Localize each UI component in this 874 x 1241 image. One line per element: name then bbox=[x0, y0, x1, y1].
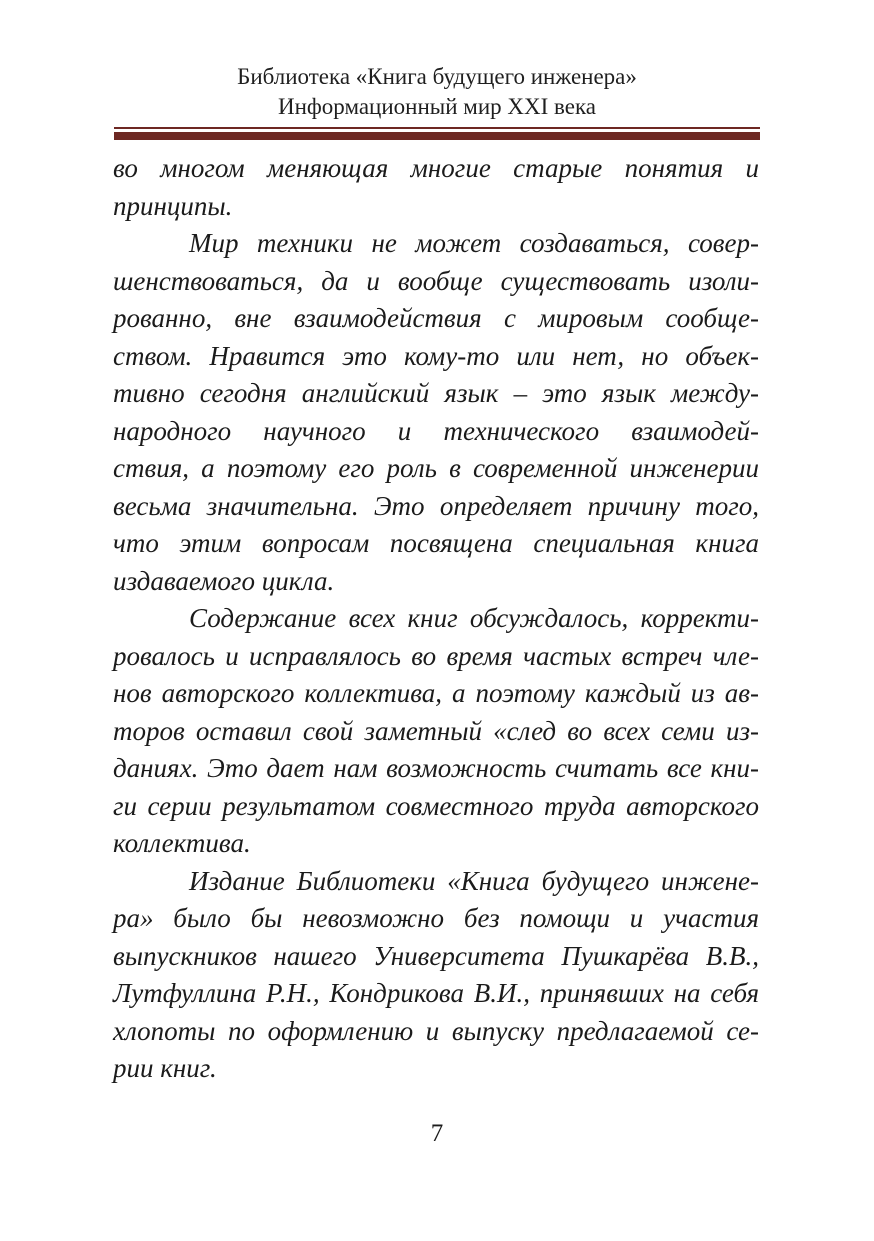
text-line: коллектива. bbox=[113, 828, 251, 858]
page-number: 7 bbox=[430, 1120, 444, 1147]
text-line: даниях. Это дает нам возможность считать все кни- bbox=[113, 753, 759, 783]
text-line: тивно сегодня английский язык – это язык между- bbox=[113, 378, 759, 408]
text-line: рии книг. bbox=[113, 1053, 217, 1083]
volume-title: Информационный мир XXI века bbox=[277, 94, 597, 119]
text-line: торов оставил свой заметный «след во всех семи из- bbox=[113, 715, 759, 746]
text-line: нов авторского коллектива, а поэтому каждый из ав- bbox=[113, 678, 759, 708]
text-line: во многом меняющая многие старые понятия и bbox=[113, 153, 759, 183]
header-rule-thick-bar bbox=[114, 132, 760, 140]
text-line: рованно, вне взаимодействия с мировым сообще- bbox=[113, 303, 759, 333]
page-body bbox=[113, 150, 759, 1088]
text-line: издаваемого цикла. bbox=[113, 565, 335, 596]
text-line: Издание Библиотеки «Книга будущего инжене- bbox=[189, 865, 759, 896]
text-line: выпускников нашего Университета Пушкарёва В.В., bbox=[113, 940, 759, 971]
text-line: ги серии результатом совместного труда авторского bbox=[113, 790, 759, 821]
text-line: принципы. bbox=[113, 190, 233, 221]
text-line: ством. Нравится это кому-то или нет, но объек- bbox=[113, 340, 759, 371]
text-line: Содержание всех книг обсуждалось, корректи- bbox=[189, 603, 759, 633]
text-line: Мир техники не может создаваться, совер- bbox=[189, 228, 759, 258]
text-line: Лутфуллина Р.Н., Кондрикова В.И., принявших на себя bbox=[113, 978, 759, 1008]
text-line: хлопоты по оформлению и выпуску предлагаемой се- bbox=[113, 1015, 759, 1046]
text-line: ра» было бы невозможно без помощи и участия bbox=[113, 903, 759, 933]
text-line: что этим вопросам посвящена специальная книга bbox=[113, 528, 759, 558]
running-header bbox=[0, 0, 874, 122]
series-title: Библиотека «Книга будущего инженера» bbox=[237, 64, 637, 89]
text-line: ровалось и исправлялось во время частых встреч чле- bbox=[113, 640, 759, 671]
header-rule bbox=[114, 127, 760, 140]
text-line: народного научного и технического взаимодей- bbox=[113, 415, 759, 446]
text-line: шенствоваться, да и вообще существовать изоли- bbox=[113, 265, 759, 296]
text-line: весьма значительна. Это определяет причину того, bbox=[113, 490, 759, 521]
header-rule-thin-line bbox=[114, 127, 760, 129]
text-line: ствия, а поэтому его роль в современной инженерии bbox=[113, 453, 759, 483]
